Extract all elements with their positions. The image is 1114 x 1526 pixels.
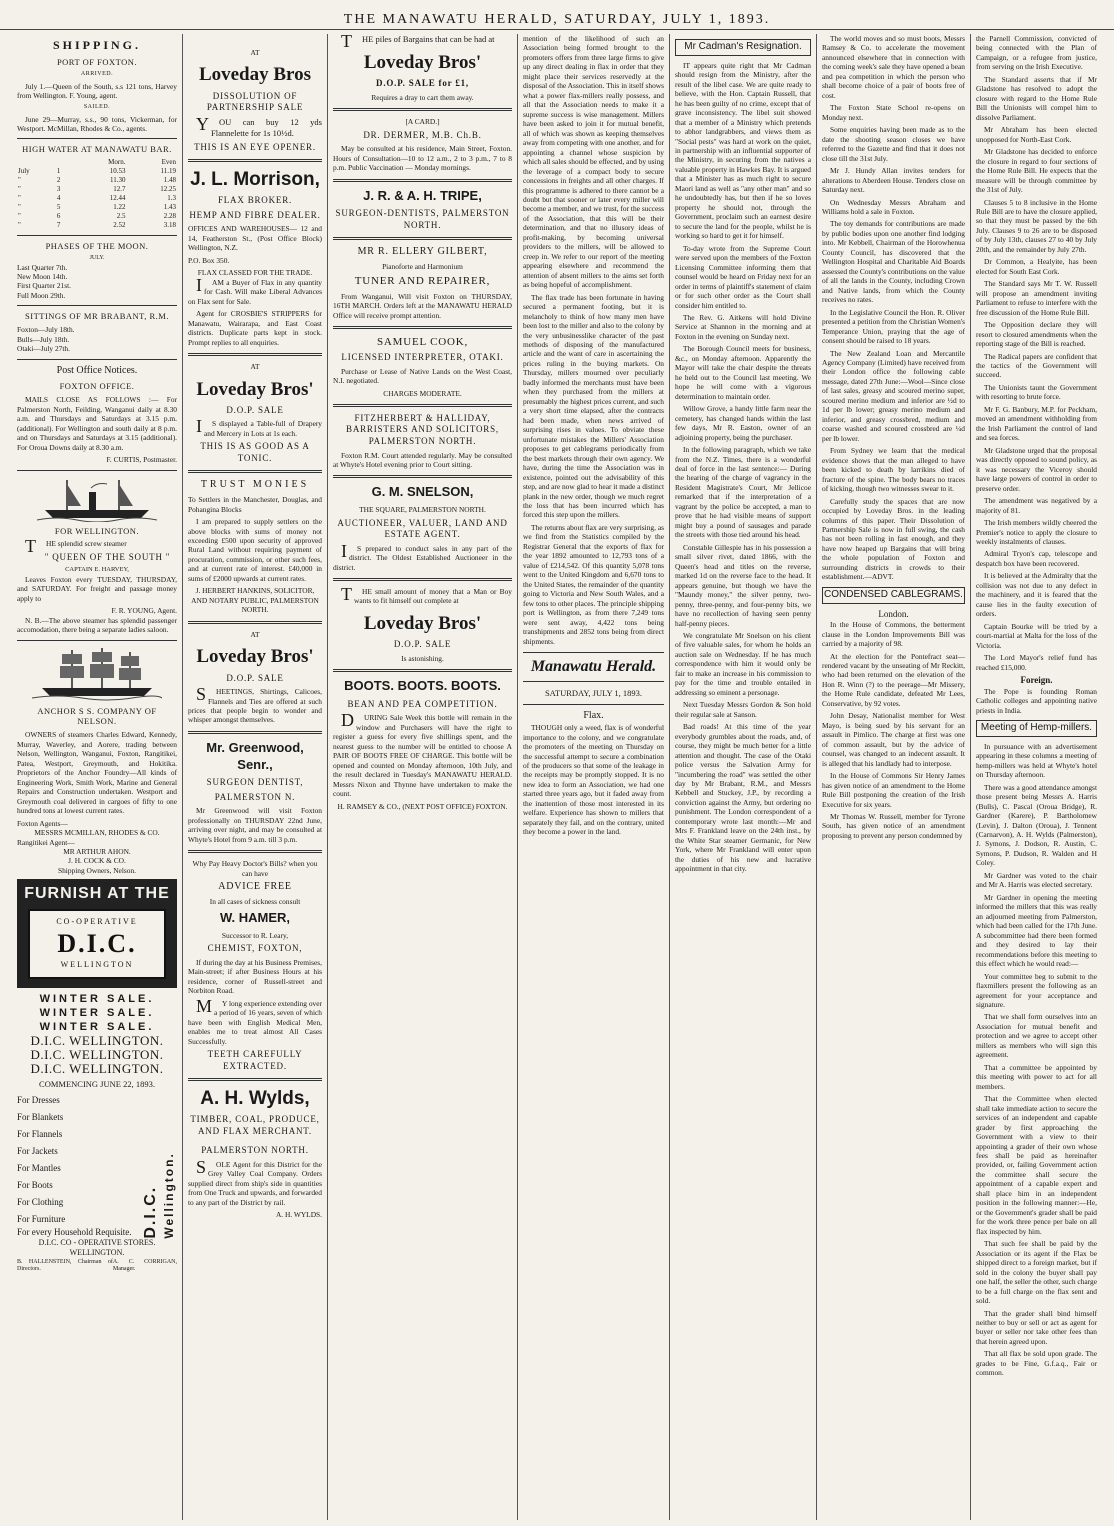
tide-cell: 2.28 [163, 212, 176, 221]
divider [333, 108, 512, 111]
tide-cell: 2 [56, 176, 61, 185]
offices-text: OFFICES AND WAREHOUSES— 12 and 14, Featherston St., (Post Office Block) Wellington, N.Z. [188, 224, 322, 253]
cadman-heading: Mr Cadman's Resignation. [675, 39, 811, 56]
palmerston-label: PALMERSTON N. [214, 791, 296, 802]
cable-paragraph: the Parnell Commission, convicted of being connected with the Plan of Campaign, or a refugee from justice, from serving on the Irish Executive. [976, 34, 1097, 72]
tide-cell: 1.43 [163, 203, 176, 212]
palmerston-north: PALMERSTON NORTH. [201, 1145, 309, 1156]
sailed-label: SAILED. [83, 103, 111, 110]
flax-text: THOUGH only a weed, flax is of wonderful importance to the colony, and we congratulate the promoters of the meeting on Thursday on the successful attempt to secure a combination of the producers so that some of the leakage in the receipts may be promptly stopped. It is no new idea to form an Association, we had one started three years ago, but it faded away from the inattention of those most interested in its welfare. Experience has shown to millers that separately they fail, and on the contrary, united they become a power in the land. [523, 723, 664, 837]
dermer-heading: DR. DERMER, M.B. Ch.B. [363, 129, 482, 140]
cable-paragraph: The Irish members wildly cheered the Premier's notice to apply the closure to weekly instalments of clauses. [976, 518, 1097, 546]
cablegrams-heading: CONDENSED CABLEGRAMS. [822, 587, 965, 604]
news-paragraph: In the Legislative Council the Hon. R. Oliver presented a petition from the Christian Women's Temperance Union, praying that the age of consent should be raised to 18 years. [822, 307, 965, 346]
port-label: PORT OF FOXTON. [56, 57, 138, 68]
tide-cell: 1.22 [113, 203, 126, 212]
tide-row [17, 221, 177, 230]
tuner-heading: TUNER AND REPAIRER, [354, 275, 491, 288]
for-item: For Dresses [17, 1094, 60, 1105]
tonic-line: THIS IS AS GOOD AS A TONIC. [200, 441, 310, 463]
cable-paragraph: It is believed at the Admiralty that the collision was not due to any defect in the machinery, and it is feared that the cause lies in the faulty execution of orders. [976, 571, 1097, 619]
piles-text: THE piles of Bargains that can be had at [341, 34, 495, 51]
brabant-line: Bulls—July 18th. [17, 334, 70, 344]
for-item: For Mantles [17, 1162, 61, 1173]
snelson-sub: THE SQUARE, PALMERSTON NORTH. [359, 505, 486, 515]
morrison-heading: J. L. Morrison, [190, 169, 320, 191]
charges-line: CHARGES MODERATE. [383, 388, 462, 398]
buyer-text: IAM a Buyer of Flax in any quantity for Cash. Will make Liberal Advances on Flax sent for Sale. [188, 274, 322, 306]
why-pay: Why Pay Heavy Doctor's Bills? when you can have [192, 859, 318, 878]
moon-title: PHASES OF THE MOON. [45, 240, 149, 251]
brabant-line: Foxton—July 18th. [17, 325, 75, 335]
foreign-heading: Foreign. [1020, 675, 1053, 686]
news-paragraph: From Sydney we learn that the medical evidence shows that the man alleged to have been kicked to death by larrikins died of fracture of the spine. The body bears no traces of kicking, though two witnesses swear to it. [822, 446, 965, 494]
flax-classed: FLAX CLASSED FOR THE TRADE. [197, 268, 313, 278]
postmaster-sign: F. CURTIS, Postmaster. [106, 455, 177, 465]
news-paragraph: The Borough Council meets for business, &c., on Monday afternoon. Apparently the Mayor will take the chair despite the threats he held out to the Council last meeting. We hope he will come with a vigorous determination to maintain order. [675, 344, 811, 401]
gilbert-sub: Pianoforte and Harmonium [382, 262, 463, 272]
flax-article-paragraph: mention of the likelihood of such an Association being formed brought to the promoters offers from three large firms to give up any direct dealing in flax in order that they might place their services reservedly at the disposal of the Association. This in itself shows what a power flax-millers really possess, and all that the Association needs to make it a supreme success is wise management. Millers have been asked to join it for mutual benefit, all of which was shown as keeping themselves away from competing with one another, and for appointing a channel whose suspicion by which all sales should be effected, and by using the leverage of a compact body to secure concessions in freights and all other charges. If this programme is adhered to there cannot be a doubt but that sooner or later every miller will become a member, and we trust, for the success of the Association, that this will be their determination, and that no illusory ideas of profit-making, by becoming universal providers to the millers, will be allowed to creep in. We refer to our report of the meeting appearing elsewhere and recommend the attention of absent millers to the aims set forth as being hopeful of accomplishment. [523, 34, 664, 290]
dic-ring-top: CO-OPERATIVE [56, 916, 138, 926]
tablefull-text: IS displayed a Table-full of Drapery and Mercery in Lots at 1s each. [196, 416, 322, 438]
post-office-text: MAILS CLOSE AS FOLLOWS :— For Palmerston North, Feilding, Wanganui daily at 8.30 a.m. and Thursdays and Saturdays at 3.15 p.m. (additional). For Wellington and south daily at 8 p.m. and on Thursdays and Saturdays at 3.15 (additional). For Oroua Downs daily at 8.30 a.m. [17, 395, 177, 452]
column-6 [816, 34, 970, 1520]
hemp-paragraph: That the Committee when elected shall take immediate action to secure the services of an independent and capable grader by first approaching the Government with a view to their appointing a grader of their own whose fees shall be paid as hereinafter provided, or, failing Government action the committee shall secure the appointment of a capable expert and shall place him in an independent position in the following manner:—He, or the Government's grader shall be paid for the work three pence per bale on all flax inspected by him. [976, 1094, 1097, 1236]
divider [333, 669, 512, 672]
loveday-heading: Loveday Bros' [196, 378, 314, 400]
tide-cell: " [18, 176, 21, 185]
advice-free: ADVICE FREE [218, 881, 292, 892]
tide-row [17, 212, 177, 221]
grey-valley-text: SOLE Agent for this District for the Grey Valley Coal Company. Orders supplied direct from ship's side in quantities from One Truck and upwards, and forwarded to any part of the District by rail. [188, 1156, 322, 1207]
divider [17, 305, 177, 306]
trust-text: I am prepared to supply settlers on the above blocks with sums of money not exceeding £500 upon security of approved Rural Land without requiring payment of procuration, commission, or other such fees, and at current rate of interest. £40,000 in sums of £2000 upwards at current rates. [188, 517, 322, 583]
cable-paragraph: Mr F. G. Banbury, M.P. for Peckham, moved an amendment withholding from the Irish Parliament the control of land and sea forces. [976, 404, 1097, 443]
news-paragraph: Some enquiries having been made as to the date the shooting season closes we have referred to the Gazette and find that it does not close till the 31st July. [822, 125, 965, 163]
dic-logo: D.I.C. [57, 929, 137, 959]
tide-cell: 12.44 [109, 194, 126, 203]
tide-cell: " [18, 194, 21, 203]
small-amount-text: THE small amount of money that a Man or Boy wants to fit himself out complete at [341, 583, 512, 606]
cable-paragraph: The Standard asserts that if Mr Gladstone has resolved to adopt the closure with regard to the Home Rule Bill the Unionists will compel him to dissolve Parliament. [976, 74, 1097, 122]
for-list-block [17, 1092, 177, 1239]
header-title: THE MANAWATU HERALD, SATURDAY, JULY 1, 1893. [343, 12, 771, 27]
moon-line: New Moon 14th. [17, 271, 68, 281]
captain: CAPTAIN E. HARVEY, [65, 566, 129, 574]
anchor-agent-line: J. H. COCK & CO. [68, 856, 126, 866]
card-label: [A CARD.] [405, 117, 440, 127]
hemp-paragraph: Your committee beg to submit to the flaxmillers present the following as an agreement for your acceptance and signature. [976, 971, 1097, 1009]
crosbie-text: Agent for CROSBIE'S STRIPPERS for Manawatu, Wairarapa, and East Coast districts. Duplicate parts kept in stock. Prompt replies to all enquiries. [188, 309, 322, 347]
experience-text: MY long experience extending over a period of 16 years, seven of which have been with English Medical Men, enables me to treat almost All Cases Successfully. [188, 995, 322, 1046]
auctioneer-line: AUCTIONEER, VALUER, LAND AND ESTATE AGENT. [337, 517, 508, 540]
tide-head-cell: Even [161, 158, 176, 167]
moon-line: Full Moon 29th. [17, 290, 66, 300]
tide-row [17, 194, 177, 203]
cable-paragraph: Mr Thomas W. Russell, member for Tyrone South, has given notice of an amendment proposing to prevent any person condemned by [822, 812, 965, 840]
dop-sale: D.O.P. SALE for £1, [376, 78, 469, 89]
tide-head-cell [56, 158, 72, 167]
steamer-text: THE splendid screw steamer [25, 536, 127, 557]
cable-paragraph: The Unionists taunt the Government with resorting to brute force. [976, 382, 1097, 402]
brabant-title: SITTINGS OF MR BRABANT, R.M. [25, 311, 169, 322]
tide-head-cell: Morn. [108, 158, 126, 167]
dermer-text: May be consulted at his residence, Main Street, Foxton. Hours of Consultation—10 to 12 a.m., 2 to 3 p.m., 7 to 8 p.m. Public Vaccination — Monday mornings. [333, 144, 512, 173]
divider [188, 850, 322, 853]
divider [333, 326, 512, 329]
surgeon-dentist: SURGEON DENTIST, [206, 777, 304, 788]
dic-wellington: D.I.C. WELLINGTON. [30, 1047, 164, 1063]
cable-paragraph: Mr Gladstone has decided to enforce the closure in regard to four sections of the Home Rule Bill. He expects that the measure will be through committee by the 31st of July. [976, 147, 1097, 195]
dray-line: Requires a dray to cart them away. [371, 92, 474, 102]
tide-row [17, 203, 177, 212]
tide-cell: 1.48 [163, 176, 176, 185]
masthead: Manawatu Herald. [523, 652, 664, 682]
tide-cell: 2.52 [113, 221, 126, 229]
cable-paragraph: The amendment was negatived by a majority of 81. [976, 496, 1097, 515]
tide-row [17, 176, 177, 185]
dic-wellington: D.I.C. WELLINGTON. [30, 1061, 164, 1077]
steamer-note: N. B.—The above steamer has splendid passenger accomodation, there being a separate ladies saloon. [17, 615, 177, 635]
gilbert-heading: MR R. ELLERY GILBERT, [357, 246, 488, 258]
tripe-sub: SURGEON-DENTISTS, PALMERSTON NORTH. [335, 208, 510, 230]
news-paragraph: Constable Gillespie has in his possession a small silver rivet, dated 1866, with the Queen's head and titles on the reverse, marked 1d on the reverse face to the head. It appears genuine, but though we have the "Maundy money," the silver penny, two-penny, three-penny, and four-penny bits, we have no recollection of having seen penny half-penny pieces. [675, 542, 811, 628]
for-list [17, 1092, 141, 1239]
divider [333, 578, 512, 581]
page-header [0, 0, 1114, 30]
cable-paragraph: Mr Abraham has been elected unopposed for North-East Cork. [976, 125, 1097, 144]
hemp-paragraph: That the grader shall bind himself neither to buy or sell or act as agent for buyer or seller nor take other fees than that herein agreed upon. [976, 1308, 1097, 1346]
divider [17, 640, 177, 641]
for-item: For Flannels [17, 1128, 63, 1139]
tide-cell: " [18, 185, 21, 194]
steamer-agent: F. R. YOUNG, Agent. [111, 606, 177, 616]
commencing-date: COMMENCING JUNE 22, 1893. [39, 1078, 155, 1089]
hemp-paragraph: That we shall form ourselves into an Association for mutual benefit and protection and we agree to accept other millers as members who will sign this agreement. [976, 1012, 1097, 1060]
hemp-millers-heading: Meeting of Hemp-millers. [976, 720, 1097, 737]
dop-sale: D.O.P. SALE [226, 672, 284, 683]
loveday-heading: Loveday Bros [198, 64, 312, 86]
dic-ring-bottom: WELLINGTON [60, 960, 134, 970]
trust-monies-heading: TRUST MONIES [200, 479, 310, 491]
post-office-sub: FOXTON OFFICE. [59, 381, 135, 392]
column-4 [517, 34, 669, 1520]
tide-cell: 11.30 [109, 176, 126, 185]
cable-paragraph: At the election for the Pontefract seat—rendered vacant by the unseating of Mr Reckitt, who had been returned on the elevation of the Hon R. Winn (?) to the peerage—Mr Missery, the Home Rule candidate, defeated Mr Lees, Conservative, by 92 votes. [822, 651, 965, 708]
dateline: SATURDAY, JULY 1, 1893. [544, 688, 643, 699]
dop-sale: D.O.P. SALE [226, 404, 284, 415]
hemp-paragraph: That a committee be appointed by this meeting with power to act for all members. [976, 1062, 1097, 1091]
successor-line: Successor to R. Leary, [221, 930, 289, 940]
divider [17, 470, 177, 471]
bean-heading: BEAN AND PEA COMPETITION. [347, 698, 498, 709]
hemp-paragraph: Mr Gardner was voted to the chair and Mr A. Harris was elected secretary. [976, 870, 1097, 890]
arrived-text: July 1.—Queen of the South, s.s 121 tons, Harvey from Wellington. F. Young, agent. [17, 81, 177, 101]
hemp-paragraph: That all flax be sold upon grade. The grades to be Fine, G.f.a.q., Fair or common. [976, 1349, 1097, 1378]
dic-sign-left: B. HALLENSTEIN, Chairman of Directors. [17, 1258, 113, 1273]
cook-text: Purchase or Lease of Native Lands on the West Coast, N.I. negotiated. [333, 366, 512, 386]
flannelette-text: YOU can buy 12 yds Flannelette for 1s 10½d. [196, 113, 322, 138]
gilbert-text: From Wanganui, Will visit Foxton on THURSDAY, 16TH MARCH. Orders left at the MANAWATU HERALD Office will receive prompt attention. [333, 291, 512, 320]
cable-paragraph: The Radical papers are confident that the tactics of the Government will succeed. [976, 351, 1097, 380]
furnish-heading: FURNISH AT THE [24, 885, 170, 903]
column-7 [970, 34, 1102, 1520]
shipping-title: SHIPPING. [52, 38, 141, 52]
anchor-agent-line: Shipping Owners, Nelson. [57, 865, 136, 875]
hamer-heading: W. HAMER, [219, 910, 291, 926]
divider [188, 470, 322, 473]
news-paragraph: Mr J. Hundy Allan invites tenders for alterations to Aberdeen House. Tenders close on Saturday next. [822, 166, 965, 195]
steamer-schedule: Leaves Foxton every TUESDAY, THURSDAY, and SATURDAY. For freight and passage money apply to [17, 574, 177, 603]
divider [333, 237, 512, 240]
news-paragraph: The New Zealand Loan and Mercantile Agency Company (Limited) have received from their London office the following cable message, dated 27th June:—Wool—Since close of last sales, greasy and scoured merino super, scoured merino medium and inferior are ½d to 1d per lb lower; greasy merino medium and inferior, and greasy crossbred, medium and coarse washed and scoured crossbred are ¼d per lb lower. [822, 348, 965, 443]
cable-paragraph: The Opposition declare they will resort to closured amendments when the reporting stage of the Bill is reached. [976, 320, 1097, 349]
cook-heading: SAMUEL COOK, [376, 335, 469, 348]
fitzherbert-text: Foxton R.M. Court attended regularly. May be consulted at Whyte's Hotel evening prior to Court sitting. [333, 450, 512, 469]
tide-cell: 3.18 [163, 221, 176, 229]
for-item: For Boots [17, 1180, 53, 1191]
anchor-agent-line: Rangitikei Agent— [17, 837, 75, 847]
moon-line: First Quarter 21st. [17, 281, 71, 291]
teeth-line: TEETH CAREFULLY EXTRACTED. [207, 1049, 303, 1071]
for-item: For Furniture [17, 1214, 66, 1225]
column-3 [327, 34, 517, 1520]
tide-table [17, 158, 177, 230]
greenwood-heading: Mr. Greenwood, Senr., [206, 739, 304, 772]
tripe-heading: J. R. & A. H. TRIPE, [363, 187, 482, 203]
flax-broker: FLAX BROKER. [217, 195, 293, 206]
news-paragraph: IT appears quite right that Mr Cadman should resign from the Ministry, after the result of the libel case. We are quite ready to believe, with the Hon. Captain Russell, that he has been guilty of no crime, except that of grave inconsistency. The libel suit showed that a member of a Ministry which pretends to abhor landgrabbers, and views them as "Social pests" was hard at work on the quiet, in partnership with an influential supporter of the Ministry, in securing from the natives a valuable property in Hawkes Bay. It is argued that a Minister has as much right to secure Maori land as well as "any other man" and so he undoubtedly has, but then if he so loves property he should not, through the Government, proclaim such an earnest desire to secure the land for the people, whilst he is working so hard to get it for himself. [675, 60, 811, 241]
brabant-line: Otaki—July 27th. [17, 344, 70, 354]
divider [188, 159, 322, 162]
news-paragraph: On Wednesday Messrs Abraham and Williams hold a sale in Foxton. [822, 197, 965, 216]
loveday-heading: Loveday Bros' [196, 646, 314, 668]
cable-paragraph: The Lord Mayor's relief fund has reached £15,000. [976, 653, 1097, 672]
pobox: P.O. Box 350. [188, 255, 230, 265]
tide-cell: 7 [56, 221, 61, 229]
wylds-heading: A. H. Wylds, [200, 1088, 310, 1110]
divider [17, 235, 177, 236]
moon-line: Last Quarter 7th. [17, 262, 68, 272]
cable-paragraph: In the House of Commons, the betterment clause in the London Improvements Bill was carried by a majority of 98. [822, 620, 965, 649]
tide-cell: 6 [56, 212, 61, 221]
dic-sign-right: A. C. CORRIGAN, Manager. [112, 1258, 177, 1273]
news-paragraph: The toy demands for contributions are made by public bodies upon one another find lodging into. Mr Kebbell, Chairman of the Horowhenua County Council, has discovered that the Wellington Hospital and Charitable Aid Boards assessed the County's contributions on the value of all the lands in the County, including Crown and Native lands, from which the County receives no rates. [822, 219, 965, 305]
at-label: AT [250, 362, 260, 372]
interpreter-line: LICENSED INTERPRETER, OTAKI. [341, 352, 504, 363]
dop-sale: D.O.P. SALE [393, 639, 452, 650]
hemp-dealer: HEMP AND FIBRE DEALER. [189, 209, 321, 220]
column-5 [669, 34, 816, 1520]
news-paragraph: Carefully study the spaces that are now occupied by Loveday Bros. in the leading columns of this paper. Their Dissolution of Partnership Sale is now in full swing, the cash has not been rolling in fast enough, and they have now heaped up Bargains that will bring the whole population of Foxton and surrounding districts in crowds to their establishment.—ADVT. [822, 496, 965, 582]
dic-logo-block [28, 909, 166, 979]
for-item: For every Household Requisite. [17, 1227, 132, 1238]
fitzherbert-heading: FITZHERBERT & HALLIDAY, BARRISTERS AND SOLICITORS, PALMERSTON NORTH. [346, 412, 499, 446]
divider [333, 404, 512, 407]
tide-cell: " [18, 203, 21, 212]
loveday-heading: Loveday Bros' [363, 612, 482, 634]
greenwood-text: Mr Greenwood will visit Foxton professionally on THURSDAY 22nd June, arriving over night, and may be consulted at Whyte's Hotel from 9 a.m. till 3 p.m. [188, 806, 322, 844]
arrived-label: ARRIVED. [80, 71, 114, 78]
cable-paragraph: In the House of Commons Sir Henry James has given notice of an amendment to the Home Rule Bill postponing the creation of the Irish Executive for six years. [822, 771, 965, 809]
divider [188, 353, 322, 356]
news-paragraph: Bad roads! At this time of the year everybody grumbles about the roads, and, of course, they might be much better for a little attention and thought. The case of the Otaki police versus the Salvation Army for "incumbering the road" was settled the other day by Mr Brabant, R.M., and Messrs Kebbell and Stuckey, J.P., by recording a conviction against the Army, but ordering no punishment. The London correspondent of a contemporary wrote last month:—Mr and Mrs F. Frankland leave on the 24th inst., by the White Star steamer Germanic, for New York, where Mr Frankland will enter upon the duties of his new and lucrative appointment in that city. [675, 722, 811, 874]
winter-sale: WINTER SALE. [39, 1006, 155, 1019]
hemp-paragraph: In pursuance with an advertisement appearing in these columns a meeting of hemp-millers was held at Whyte's hotel on Thursday afternoon. [976, 741, 1097, 780]
tide-cell: 4 [56, 194, 61, 203]
dic-advert-banner [17, 879, 177, 987]
sailing-ship-icon [32, 646, 162, 702]
hemp-paragraph: Mr Gardner in opening the meeting informed the millers that this was really an adjourned meeting from Palmerston, which had been called for the 17th June. A subcommittee had there been formed and they desired to lay their recommendations before this meeting to this effect which he would read:— [976, 892, 1097, 969]
london-heading: London. [878, 608, 909, 619]
wylds-sign: A. H. WYLDS. [275, 1210, 322, 1220]
tide-title: HIGH WATER AT MANAWATU BAR. [22, 144, 172, 155]
news-paragraph: Next Tuesday Messrs Gordon & Son hold their regular sale at Sanson. [675, 700, 811, 719]
cable-paragraph: Captain Bourke will be tried by a court-martial at Malta for the loss of the Victoria. [976, 621, 1097, 650]
divider [523, 704, 664, 705]
divider [17, 138, 177, 139]
ramsey-sign: H. RAMSEY & CO., (NEXT POST OFFICE) FOXTON. [337, 801, 508, 811]
dic-wellington: D.I.C. WELLINGTON. [30, 1032, 164, 1048]
at-label: AT [250, 629, 260, 639]
tide-cell: July [18, 167, 30, 176]
steamer-name: " QUEEN OF THE SOUTH " [44, 551, 171, 562]
moon-month: JULY. [89, 254, 105, 261]
tide-header-row [17, 158, 177, 167]
divider [333, 179, 512, 182]
anchor-company-text: OWNERS of steamers Charles Edward, Kennedy, Murray, Waverley, and Aorere, trading between Nelson, Wellington, Wanganui, Foxton, Rangitikei, Patea, Westport, Greymouth, and Hokitika. Proprietors of the Anchor Foundry—All kinds of Engineering Work, Smith Work, Marine and General Repairs and Construction undertaken. Westport and Greymouth coal delivered in cargoes of fifty to one hundred tons at lowest current rates. [17, 730, 177, 816]
wellington-vertical: Wellington. [161, 1151, 176, 1239]
timber-line: TIMBER, COAL, PRODUCE, AND FLAX MERCHANT. [190, 1114, 320, 1136]
tide-cell: 1 [56, 167, 61, 176]
divider [188, 731, 322, 734]
for-item: For Clothing [17, 1197, 64, 1208]
tide-cell: 3 [56, 185, 61, 194]
news-paragraph: We congratulate Mr Snelson on his client of five valuable sales, for whom he holds an auction sale on Wednesday. If he has much correspondence with him it would only be fair to make an increase in his commission to pay for the time and trouble entailed in addressing so eminent a personage. [675, 630, 811, 697]
cable-paragraph: Mr Gladstone urged that the proposal was directly opposed to sound policy, as it was necessary the Viceroy should have large powers of control in order to preserve order. [976, 445, 1097, 493]
at-label: AT [250, 48, 260, 57]
tide-cell: 1.3 [167, 194, 176, 203]
column-2 [182, 34, 327, 1520]
winter-sale: WINTER SALE. [39, 1020, 155, 1033]
tide-cell: 12.25 [160, 185, 176, 194]
flax-heading: Flax. [583, 710, 604, 722]
divider [188, 1078, 322, 1081]
for-item: For Blankets [17, 1111, 64, 1122]
for-item: For Jackets [17, 1145, 58, 1156]
sickness-line: In all cases of sickness consult [209, 896, 301, 906]
tide-cell: 11.19 [160, 167, 176, 176]
tide-cell: 5 [56, 203, 61, 212]
divider [188, 621, 322, 624]
snelson-heading: G. M. SNELSON, [371, 484, 474, 500]
tide-head-cell [17, 158, 56, 167]
flax-article-paragraph: The returns about flax are very surprising, as we find from the Statistics compiled by the Registrar General that the exports of flax for the year 1892 amounted to 12,793 tons of a value of £214,542. Of this quantity 5,078 tons went to the United Kingdom and 6,670 tons to the United States, the remainder of the quantity going to Victoria and New South Wales, and a few tons to other places. The principle shipping port is Wellington, as from there 7,249 tons were sent away, 4,422 tons being transhipments and 2852 tons being from direct shipments. [523, 522, 664, 646]
anchor-agent-line: Foxton Agents— [17, 818, 68, 828]
divider [17, 359, 177, 360]
flax-article-paragraph: The flax trade has been fortunate in having secured a permanent footing, but it is melancholy to think of how many men have been lost to the miller and also to the colony by the very unbusinesslike character of the past methods of disposing of the manufactured article and the want of care in ascertaining the prices ruling in the buying markets. On Thursday, millers mourned over peculiarly badly informed the merchants must have been when they purchased from the millers at presumably the highest prices current, and such a very short time elapsed, after the contracts had been made, when news arrived of surprising rises in values. To obviate these unfortunate mistakes the Millers' Association proposes to get cablegrams periodically from the best markets through their own agency. We have, during the time the Association was in existence, pointed out the advisability of this step, and are now glad to hear it made a distinct plank in the new order, though we much regret the loss that has been incurred which has forced this step upon the millers. [523, 292, 664, 520]
tide-cell: 2.5 [116, 212, 126, 221]
sheetings-text: SHEETINGS, Shirtings, Calicoes, Flannels and Ties are offered at such prices that people begin to wonder and whisper amongst themselves. [188, 684, 322, 725]
snelson-text: IS prepared to conduct sales in any part of the district. The Oldest Established Auctioneer in the district. [333, 540, 512, 572]
cable-paragraph: John Desay, Nationalist member for West Mayo, is being sued by his servant for an assault in Pimlico. The charge at first was one of common assault, but by the advice of counsel, was changed to an indecent assault. It is alleged that his landlady had to interpose. [822, 711, 965, 768]
anchor-agent-line: MESSRS MCMILLAN, RHODES & CO. [34, 828, 160, 838]
tide-cell: 12.7 [113, 185, 126, 194]
news-paragraph: In the following paragraph, which we take from the N.Z. Times, there is a wonderful deal of force in the last sentence:— During the hearing of the charge of vagrancy in the Resident Magistrate's Court, Mr Jellicoe remarked that if the interpretation of a vagrant by the police be accepted, a man to prove that he had visible means of support might buy a pound of sausages and parade the streets with those tied around his head. [675, 445, 811, 540]
hemp-paragraph: That such fee shall be paid by the Association or its agent if the Flax be shipped direct to a foreign market, but if sold in the colony the buyer shall pay one half, the seller the other, such charge to be a full charge on the flax sent and sold. [976, 1239, 1097, 1306]
tide-row [17, 167, 177, 176]
bean-text: DURING Sale Week this bottle will remain in the window and Purchasers will have the right to register a guess for every five shillings spent, and the nearest guess to the number will be entitled to choose A PAIR OF BOOTS FREE OF CHARGE. This bottle will be opened and counted on Monday afternoon, 10th July, and the result declared in Tuesday's MANAWATU HERALD. Messrs Nixon and Thynne have undertaken to make the count. [333, 710, 512, 799]
news-paragraph: To-day wrote from the Supreme Court were served upon the members of the Foxton Licensing Committee informing them that counsel would be heard on Friday next for an order in terms of plaintiff's statement of claim or for such other order as the Court shall consider him entitled to. [675, 243, 811, 310]
dic-vertical: D.I.C. [142, 1185, 160, 1239]
cable-paragraph: The Pope is founding Roman Catholic colleges and appointing native priests in India. [976, 686, 1097, 715]
hankins-sign: J. HERBERT HANKINS, SOLICITOR, AND NOTARY PUBLIC, PALMERSTON NORTH. [191, 586, 319, 615]
news-paragraph: Willow Grove, a handy little farm near the cemetery, has changed hands within the last few days, Mr R. Easton, owner of an adjoining property, being the purchaser. [675, 404, 811, 442]
news-paragraph: The Rev. G. Aitkens will hold Divine Service at Shannon in the morning and at Foxton in the evening on Sunday next. [675, 312, 811, 341]
hemp-paragraph: There was a good attendance amongst those present being Messrs A. Harris (Bulls), C. Pascal (Oroua Bridge), R. Gardner (Karere), P. Bartholomew (Levin), J. Dalton (Oroua), J. Tennent (Carnarvon), A. H. Wylds (Palmerston), J. Symons, J. Dodson, R. Austin, C. Symons, P. Dudson, R. Walden and H Coley. [976, 782, 1097, 868]
cable-paragraph: Admiral Tryon's cap, telescope and despatch box have been recovered. [976, 549, 1097, 568]
anchor-agent-line: MR ARTHUR AHON. [63, 846, 131, 856]
cable-paragraph: The Standard says Mr T. W. Russell will propose an amendment inviting Parliament to refuse to interfere with the free discussion of the Home Rule Bill. [976, 279, 1097, 317]
news-paragraph: The Foxton State School re-opens on Monday next. [822, 103, 965, 122]
tide-cell: " [18, 221, 21, 229]
divider [333, 475, 512, 478]
chemist-line: CHEMIST, FOXTON, [207, 943, 303, 954]
boots-heading: BOOTS. BOOTS. BOOTS. [344, 678, 501, 694]
post-office-title: Post Office Notices. [56, 364, 138, 376]
loveday-heading: Loveday Bros' [363, 51, 482, 73]
trust-sub: To Settlers in the Manchester, Douglas, and Pohangina Blocks [188, 495, 322, 514]
sailed-text: June 29—Murray, s.s., 90 tons, Vickerman, for Westport. McMillan, Rhodes & Co., agents. [17, 114, 177, 133]
winter-sale: WINTER SALE. [39, 992, 155, 1005]
steamer-ship-icon [37, 476, 157, 522]
dissolution-heading: DISSOLUTION OF PARTNERSHIP SALE [206, 90, 304, 113]
cable-paragraph: Dr Common, a Healyite, has been elected for South East Cork. [976, 257, 1097, 276]
tide-cell: 10.53 [109, 167, 126, 176]
wellington-title: FOR WELLINGTON. [54, 525, 140, 536]
eye-opener: THIS IS AN EYE OPENER. [194, 141, 316, 152]
tide-row [17, 185, 177, 194]
cable-paragraph: Clauses 5 to 8 inclusive in the Home Rule Bill are to have the closure applied, so that they must be passed by the 6th July. Clauses 9 to 26 are to be disposed of by July 13th, clauses 27 to 40 by July 20th, and the remainder by July 27th. [976, 197, 1097, 254]
dic-footer: D.I.C. CO - OPERATIVE STORES. WELLINGTON. [38, 1238, 156, 1258]
column-1 [12, 34, 182, 1520]
news-paragraph: The world moves and so must boots, Messrs Ramsey & Co. to accelerate the movement announced elsewhere that in connection with the coming week's sale they have opened a bean and pea competition in which the person who shall become choice of a pair of boots free of cost. [822, 34, 965, 100]
hamer-text: If during the day at his Business Premises, Main-street; if after Business Hours at his residence, corner of Russell-street and Norbiton Road. [188, 957, 322, 996]
astonishing-line: Is astonishing. [401, 653, 444, 663]
tide-cell: " [18, 212, 21, 221]
anchor-company-title: ANCHOR S S. COMPANY OF NELSON. [37, 705, 157, 727]
